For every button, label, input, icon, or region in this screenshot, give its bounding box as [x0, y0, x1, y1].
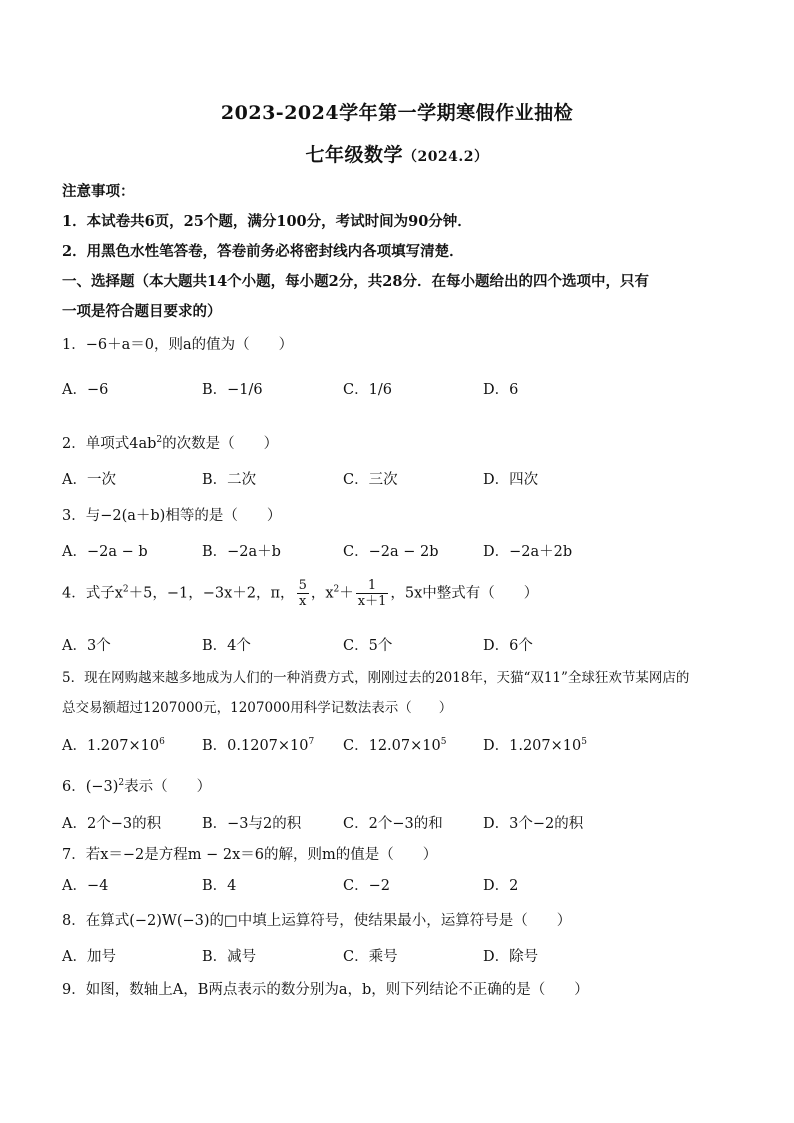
q1-option-d: D．6: [483, 382, 519, 398]
q4-fraction-2: $\frac{1}{x+1}$: [357, 578, 387, 609]
q6-option-b: B．−3与2的积: [202, 816, 302, 832]
section-heading-line2: 一项是符合题目要求的）: [62, 303, 222, 320]
q7-option-c: C．−2: [343, 878, 390, 894]
q6-stem-exp: 2: [118, 778, 125, 789]
q8-option-b: B．减号: [202, 949, 257, 965]
q6-option-a: A．2个−3的积: [62, 816, 162, 832]
question-7-options: [62, 874, 742, 904]
q4-stem-g: ，5x中整式有（ ）: [390, 585, 539, 602]
exam-title: 2023-2024学年第一学期寒假作业抽检: [220, 102, 574, 124]
q4-option-d: D．6个: [483, 638, 533, 654]
q2-option-d: D．四次: [483, 472, 539, 488]
question-6-options: [62, 812, 742, 842]
question-1-stem: 1．−6＋a＝0，则a的值为（ ）: [62, 337, 294, 353]
q8-option-a: A．加号: [62, 949, 116, 965]
subject-title: 七年级数学: [305, 144, 403, 166]
q1-option-c: C．1/6: [343, 382, 392, 398]
q4-option-a: A．3个: [62, 638, 111, 654]
q5-option-c: C．$12.07\times 10^5$: [343, 737, 447, 754]
q8-option-c: C．乘号: [343, 949, 398, 965]
question-3-options: [62, 540, 742, 570]
q3-option-b: B．−2a＋b: [202, 544, 281, 560]
q4-fraction-1: $\frac{5}{x}$: [298, 578, 307, 609]
q2-stem-exp: 2: [156, 435, 163, 446]
question-5-options: [62, 734, 742, 764]
q5-option-d: D．$1.207\times 10^5$: [483, 737, 587, 754]
question-8-stem: 8．在算式(−2)W(−3)的□中填上运算符号，使结果最小，运算符号是（ ）: [62, 913, 572, 929]
q7-option-d: D．2: [483, 878, 519, 894]
q3-option-c: C．−2a − 2b: [343, 544, 439, 560]
q2-stem-post: 的次数是（ ）: [162, 436, 279, 452]
section-heading-line1: 一、选择题（本大题共14个小题，每小题2分，共28分．在每小题给出的四个选项中，只有: [62, 273, 649, 290]
q6-stem-post: 表示（ ）: [124, 779, 212, 795]
question-9-stem: 9．如图，数轴上A，B两点表示的数分别为a，b，则下列结论不正确的是（ ）: [62, 982, 589, 998]
q7-option-a: A．−4: [62, 878, 109, 894]
question-6-stem: [62, 775, 211, 796]
q1-option-a: A．−6: [62, 382, 109, 398]
q4-option-c: C．5个: [343, 638, 393, 654]
q2-option-a: A．一次: [62, 472, 116, 488]
q4-stem-a: 4．式子x: [62, 585, 123, 602]
q3-option-d: D．−2a＋2b: [483, 544, 573, 560]
question-8-options: [62, 945, 742, 975]
question-7-stem: 7．若x＝−2是方程m − 2x＝6的解，则m的值是（ ）: [62, 847, 438, 863]
q6-stem-pre: 6．(−3): [62, 779, 119, 795]
q4-exp-2: 2: [333, 584, 340, 595]
exam-subtitle: [0, 140, 794, 167]
q5-option-a: A．$1.207\times 10^6$: [62, 737, 165, 754]
q4-stem-d: ，x: [310, 585, 334, 602]
question-1-options: [62, 378, 742, 408]
q4-exp-1: 2: [122, 584, 129, 595]
question-4-options: [62, 634, 742, 664]
q1-option-b: B．−1/6: [202, 382, 263, 398]
question-5-stem-line1: 5．现在网购越来越多地成为人们的一种消费方式，刚刚过去的2018年，天猫“双11”全球狂欢节某网店的: [62, 670, 690, 686]
note-item-2: 2．用黑色水性笔答卷，答卷前务必将密封线内各项填写清楚．: [62, 243, 464, 260]
q4-stem-c: ＋5，−1，−3x＋2，π，: [128, 585, 295, 602]
q2-stem-pre: 2．单项式4ab: [62, 436, 157, 452]
question-4-stem: [62, 578, 538, 609]
q7-option-b: B．4: [202, 878, 237, 894]
q2-option-b: B．二次: [202, 472, 257, 488]
note-item-1: 1．本试卷共6页，25个题，满分100分，考试时间为90分钟．: [62, 213, 472, 230]
exam-date: （2024.2）: [402, 149, 489, 165]
q5-option-b: B．$0.1207\times 10^7$: [202, 737, 315, 754]
q2-option-c: C．三次: [343, 472, 398, 488]
q3-option-a: A．−2a − b: [62, 544, 148, 560]
question-5-stem-line2: 总交易额超过1207000元，1207000用科学记数法表示（ ）: [62, 700, 453, 716]
q6-option-d: D．3个−2的积: [483, 816, 584, 832]
q4-option-b: B．4个: [202, 638, 251, 654]
question-3-stem: 3．与−2(a＋b)相等的是（ ）: [62, 508, 282, 524]
question-2-options: [62, 468, 742, 498]
q4-stem-f: ＋: [339, 585, 354, 602]
q6-option-c: C．2个−3的和: [343, 816, 443, 832]
question-2-stem: [62, 432, 278, 453]
q8-option-d: D．除号: [483, 949, 539, 965]
notes-heading: 注意事项：: [62, 183, 135, 200]
